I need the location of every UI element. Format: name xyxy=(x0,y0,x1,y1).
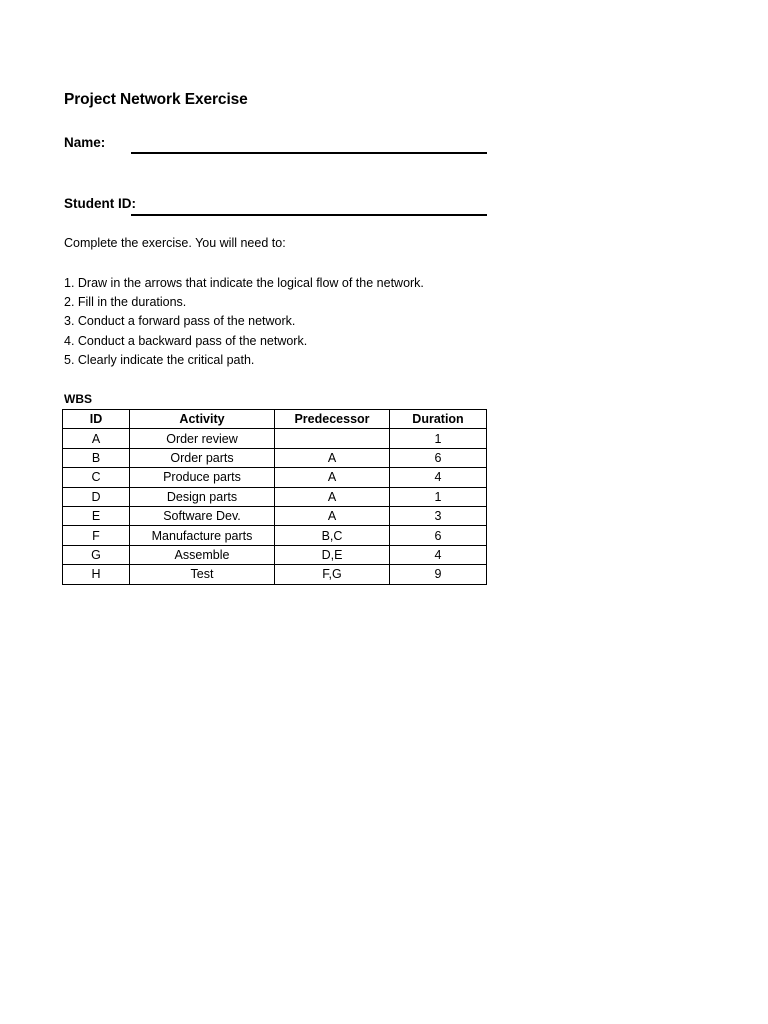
cell-predecessor: A xyxy=(275,506,390,525)
intro-text: Complete the exercise. You will need to: xyxy=(64,236,286,250)
cell-duration: 9 xyxy=(390,565,487,584)
name-label: Name: xyxy=(64,135,106,150)
instruction-2: 2. Fill in the durations. xyxy=(64,295,187,309)
page-title: Project Network Exercise xyxy=(64,91,248,108)
cell-duration: 1 xyxy=(390,429,487,448)
wbs-label: WBS xyxy=(64,392,92,406)
cell-duration: 6 xyxy=(390,448,487,467)
cell-duration: 1 xyxy=(390,487,487,506)
cell-id: E xyxy=(63,506,130,525)
header-activity: Activity xyxy=(130,410,275,429)
cell-duration: 3 xyxy=(390,506,487,525)
cell-id: C xyxy=(63,468,130,487)
table-row xyxy=(63,448,487,467)
cell-duration: 6 xyxy=(390,526,487,545)
table-row xyxy=(63,526,487,545)
cell-activity: Assemble xyxy=(130,545,275,564)
student-id-field-line[interactable] xyxy=(131,214,487,216)
table-row xyxy=(63,506,487,525)
cell-activity: Test xyxy=(130,565,275,584)
cell-activity: Software Dev. xyxy=(130,506,275,525)
cell-id: D xyxy=(63,487,130,506)
cell-activity: Produce parts xyxy=(130,468,275,487)
header-predecessor: Predecessor xyxy=(275,410,390,429)
cell-id: H xyxy=(63,565,130,584)
table-row xyxy=(63,565,487,584)
cell-duration: 4 xyxy=(390,545,487,564)
cell-predecessor: A xyxy=(275,468,390,487)
cell-predecessor: A xyxy=(275,487,390,506)
instruction-1: 1. Draw in the arrows that indicate the logical flow of the network. xyxy=(64,276,424,290)
cell-activity: Manufacture parts xyxy=(130,526,275,545)
cell-activity: Order review xyxy=(130,429,275,448)
table-row xyxy=(63,545,487,564)
header-duration: Duration xyxy=(390,410,487,429)
cell-duration: 4 xyxy=(390,468,487,487)
table-row xyxy=(63,487,487,506)
cell-predecessor: F,G xyxy=(275,565,390,584)
cell-id: B xyxy=(63,448,130,467)
cell-predecessor: D,E xyxy=(275,545,390,564)
cell-activity: Order parts xyxy=(130,448,275,467)
cell-activity: Design parts xyxy=(130,487,275,506)
cell-id: G xyxy=(63,545,130,564)
table-row xyxy=(63,468,487,487)
wbs-header-row xyxy=(63,410,487,429)
instruction-5: 5. Clearly indicate the critical path. xyxy=(64,353,255,367)
cell-id: A xyxy=(63,429,130,448)
wbs-table xyxy=(62,409,487,585)
student-id-label: Student ID: xyxy=(64,196,136,211)
instruction-3: 3. Conduct a forward pass of the network. xyxy=(64,314,296,328)
cell-predecessor: A xyxy=(275,448,390,467)
name-field-line[interactable] xyxy=(131,152,487,154)
instruction-4: 4. Conduct a backward pass of the network. xyxy=(64,334,308,348)
cell-predecessor xyxy=(275,429,390,448)
table-row xyxy=(63,429,487,448)
header-id: ID xyxy=(63,410,130,429)
cell-id: F xyxy=(63,526,130,545)
cell-predecessor: B,C xyxy=(275,526,390,545)
